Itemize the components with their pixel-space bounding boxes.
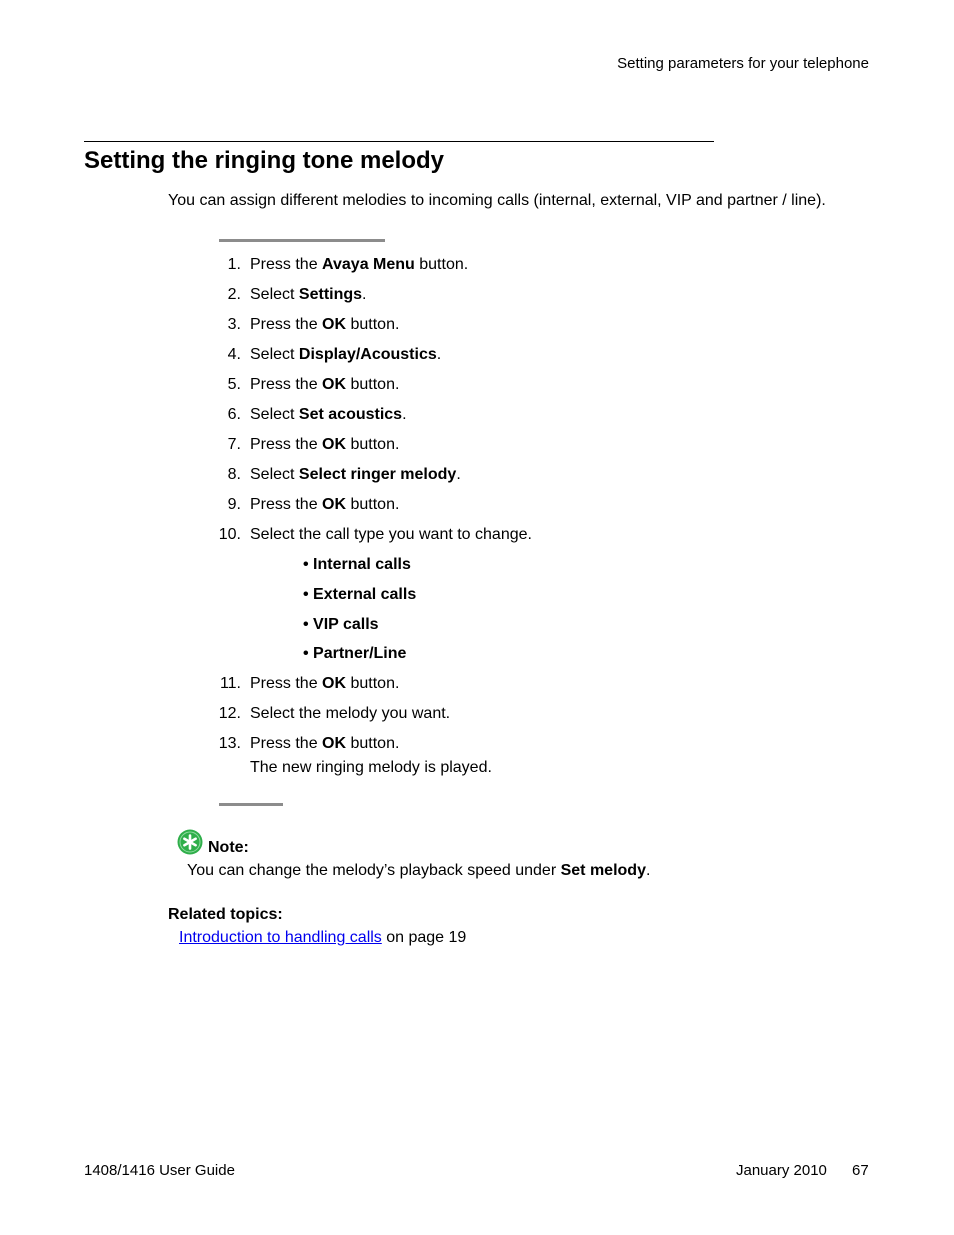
- step-number: 3.: [227, 316, 241, 333]
- step-result: The new ringing melody is played.: [250, 759, 492, 776]
- step-number: 1.: [227, 256, 241, 273]
- call-type-item: • Partner/Line: [303, 645, 407, 663]
- step-text: Select the call type you want to change.: [250, 526, 532, 543]
- step-number: 9.: [227, 496, 241, 513]
- step: [210, 701, 810, 731]
- step-number: 13.: [218, 735, 241, 752]
- step-text: Press the OK button.: [250, 436, 400, 453]
- step: [210, 671, 810, 701]
- step-text: Select the melody you want.: [250, 705, 451, 722]
- step-text: Select Select ringer melody.: [250, 466, 461, 483]
- procedure-end-rule: [219, 803, 283, 806]
- step-number: 7.: [227, 436, 241, 453]
- step-number: 11.: [219, 675, 241, 692]
- footer-page-number: 67: [852, 1162, 869, 1179]
- step-text: Press the Avaya Menu button.: [250, 256, 469, 273]
- call-type-item: • VIP calls: [303, 615, 379, 633]
- step-number: 8.: [227, 466, 241, 483]
- related-topic-link[interactable]: Introduction to handling calls: [179, 929, 382, 946]
- step: [210, 282, 810, 312]
- step: [210, 312, 810, 342]
- step-text: Press the OK button.: [250, 496, 400, 513]
- related-topic-entry: Introduction to handling calls on page 19: [179, 929, 467, 946]
- step-text: Select Settings.: [250, 286, 367, 303]
- title-rule: [84, 141, 714, 142]
- step-text: Press the OK button.: [250, 316, 400, 333]
- step-number: 4.: [227, 346, 241, 363]
- step-number: 6.: [227, 406, 241, 423]
- procedure-start-rule: [219, 239, 385, 242]
- footer-date: January 2010: [736, 1162, 827, 1179]
- step: [210, 731, 810, 776]
- step-text: Select Display/Acoustics.: [250, 346, 442, 363]
- related-topics-heading: Related topics:: [168, 906, 283, 923]
- step-text: Press the OK button.: [250, 675, 400, 692]
- step: [210, 462, 810, 492]
- running-header: Setting parameters for your telephone: [617, 55, 869, 72]
- step-text: Select Set acoustics.: [250, 406, 407, 423]
- step-text: Press the OK button.: [250, 376, 400, 393]
- step-number: 2.: [227, 286, 241, 303]
- step: [210, 402, 810, 432]
- step-number: 12.: [218, 705, 241, 722]
- note-label: Note:: [208, 839, 249, 856]
- step-number: 10.: [218, 526, 241, 543]
- step: [210, 432, 810, 462]
- step: [210, 522, 810, 552]
- footer-guide-title: 1408/1416 User Guide: [84, 1162, 235, 1179]
- step: [210, 372, 810, 402]
- procedure-steps: [210, 252, 810, 776]
- note-text: You can change the melody’s playback speed under Set melody.: [187, 862, 651, 879]
- step-text: Press the OK button.: [250, 735, 400, 752]
- call-type-item: • Internal calls: [303, 556, 411, 573]
- step: [210, 342, 810, 372]
- step: [210, 252, 810, 282]
- intro-paragraph: You can assign different melodies to incoming calls (internal, external, VIP and partner / line).: [168, 192, 826, 209]
- page-title: Setting the ringing tone melody: [84, 147, 444, 174]
- step: [210, 492, 810, 522]
- step-number: 5.: [227, 376, 241, 393]
- call-type-item: • External calls: [303, 585, 417, 603]
- note-icon: [177, 829, 203, 855]
